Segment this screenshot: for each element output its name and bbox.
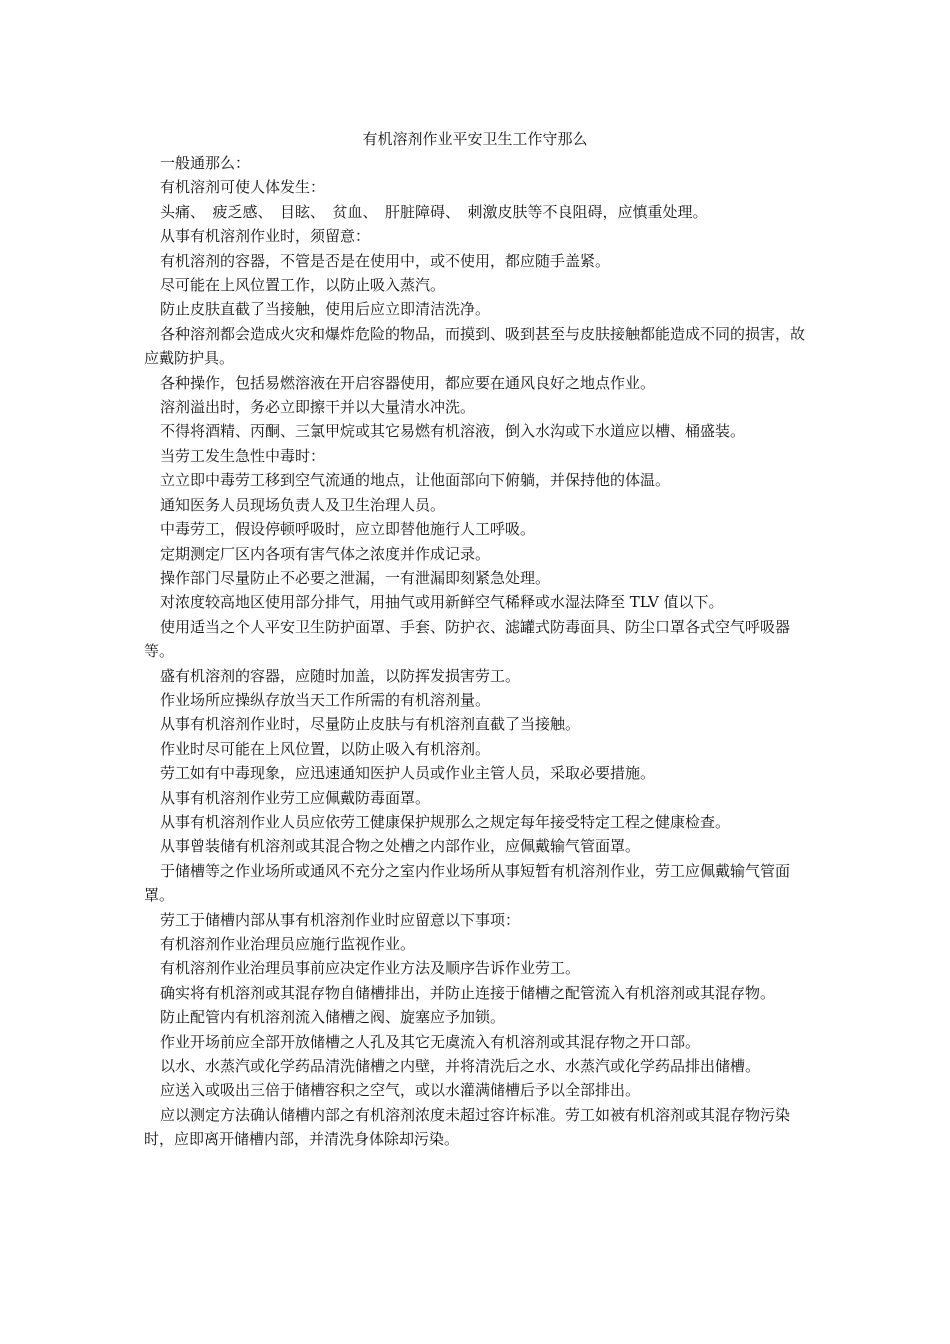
paragraph: 有机溶剂的容器，不管是否是在使用中，或不使用，都应随手盖紧。 (160, 251, 611, 270)
paragraph: 防止配管内有机溶剂流入储槽之阀、旋塞应予加锁。 (160, 1008, 506, 1027)
paragraph: 有机溶剂可使人体发生： (160, 178, 326, 197)
paragraph: 使用适当之个人平安卫生防护面罩、手套、防护衣、滤罐式防毒面具、防尘口罩各式空气呼吸器等。 (144, 617, 791, 661)
paragraph: 应送入或吸出三倍于储槽容积之空气，或以水灌满储槽后予以全部排出。 (160, 1081, 641, 1100)
paragraph: 溶剂溢出时，务必立即擦干并以大量清水冲洗。 (160, 398, 476, 417)
paragraph: 有机溶剂作业治理员事前应决定作业方法及顺序告诉作业劳工。 (160, 959, 581, 978)
paragraph: 作业场所应操纵存放当天工作所需的有机溶剂量。 (160, 690, 491, 709)
paragraph: 从事有机溶剂作业劳工应佩戴防毒面罩。 (160, 788, 431, 807)
paragraph: 从事有机溶剂作业时，尽量防止皮肤与有机溶剂直截了当接触。 (160, 715, 581, 734)
paragraph: 一般通那么： (160, 154, 251, 172)
paragraph: 防止皮肤直截了当接触，使用后应立即清洁洗净。 (160, 300, 491, 319)
paragraph: 劳工如有中毒现象，应迅速通知医护人员或作业主管人员，采取必要措施。 (160, 764, 656, 783)
paragraph: 以水、水蒸汽或化学药品清洗储槽之内壁，并将清洗后之水、水蒸汽或化学药品排出储槽。 (160, 1057, 761, 1076)
paragraph: 从事曾装储有机溶剂或其混合物之处槽之内部作业，应佩戴输气管面罩。 (160, 837, 641, 856)
paragraph: 从事有机溶剂作业人员应依劳工健康保护规那么之规定每年接受特定工程之健康检查。 (160, 812, 731, 831)
paragraph: 有机溶剂作业治理员应施行监视作业。 (160, 935, 416, 953)
paragraph: 应以测定方法确认储槽内部之有机溶剂浓度未超过容许标准。劳工如被有机溶剂或其混存物污染时，应即离开储槽内部，并清洗身体除却污染。 (144, 1105, 791, 1149)
paragraph: 对浓度较高地区使用部分排气，用抽气或用新鲜空气稀释或水湿法降至 TLV 值以下。 (160, 593, 724, 612)
paragraph: 操作部门尽量防止不必要之泄漏，一有泄漏即刻紧急处理。 (160, 568, 551, 587)
paragraph: 不得将酒精、丙酮、三氯甲烷或其它易燃有机溶液，倒入水沟或下水道应以槽、桶盛装。 (160, 422, 746, 441)
document-body (144, 151, 808, 1152)
paragraph: 头痛、 疲乏感、 目眩、 贫血、 肝脏障碍、 刺激皮肤等不良阻碍，应慎重处理。 (160, 202, 708, 221)
paragraph: 立立即中毒劳工移到空气流通的地点，让他面部向下俯躺，并保持他的体温。 (160, 471, 671, 490)
paragraph: 定期测定厂区内各项有害气体之浓度并作成记录。 (160, 544, 491, 563)
paragraph: 盛有机溶剂的容器，应随时加盖，以防挥发损害劳工。 (160, 666, 521, 685)
paragraph: 从事有机溶剂作业时，须留意： (160, 227, 371, 246)
paragraph: 各种溶剂都会造成火灾和爆炸危险的物品，而摸到、吸到甚至与皮肤接触都能造成不同的损害，故应戴防护具。 (144, 324, 806, 368)
paragraph: 劳工于储槽内部从事有机溶剂作业时应留意以下事项： (160, 910, 521, 929)
paragraph: 于储槽等之作业场所或通风不充分之室内作业场所从事短暂有机溶剂作业，劳工应佩戴输气管面罩。 (144, 861, 791, 905)
paragraph: 当劳工发生急性中毒时： (160, 446, 326, 465)
paragraph: 通知医务人员现场负责人及卫生治理人员。 (160, 495, 446, 514)
paragraph: 中毒劳工，假设停顿呼吸时，应立即替他施行人工呼吸。 (160, 520, 536, 539)
paragraph: 各种操作，包括易燃溶液在开启容器使用，都应要在通风良好之地点作业。 (160, 373, 656, 392)
paragraph: 确实将有机溶剂或其混存物自储槽排出，并防止连接于储槽之配管流入有机溶剂或其混存物。 (160, 983, 776, 1002)
document-title: 有机溶剂作业平安卫生工作守那么 (362, 130, 588, 148)
paragraph: 作业开场前应全部开放储槽之人孔及其它无虞流入有机溶剂或其混存物之开口部。 (160, 1032, 701, 1051)
paragraph: 作业时尽可能在上风位置，以防止吸入有机溶剂。 (160, 739, 491, 758)
paragraph: 尽可能在上风位置工作，以防止吸入蒸汽。 (160, 276, 446, 295)
